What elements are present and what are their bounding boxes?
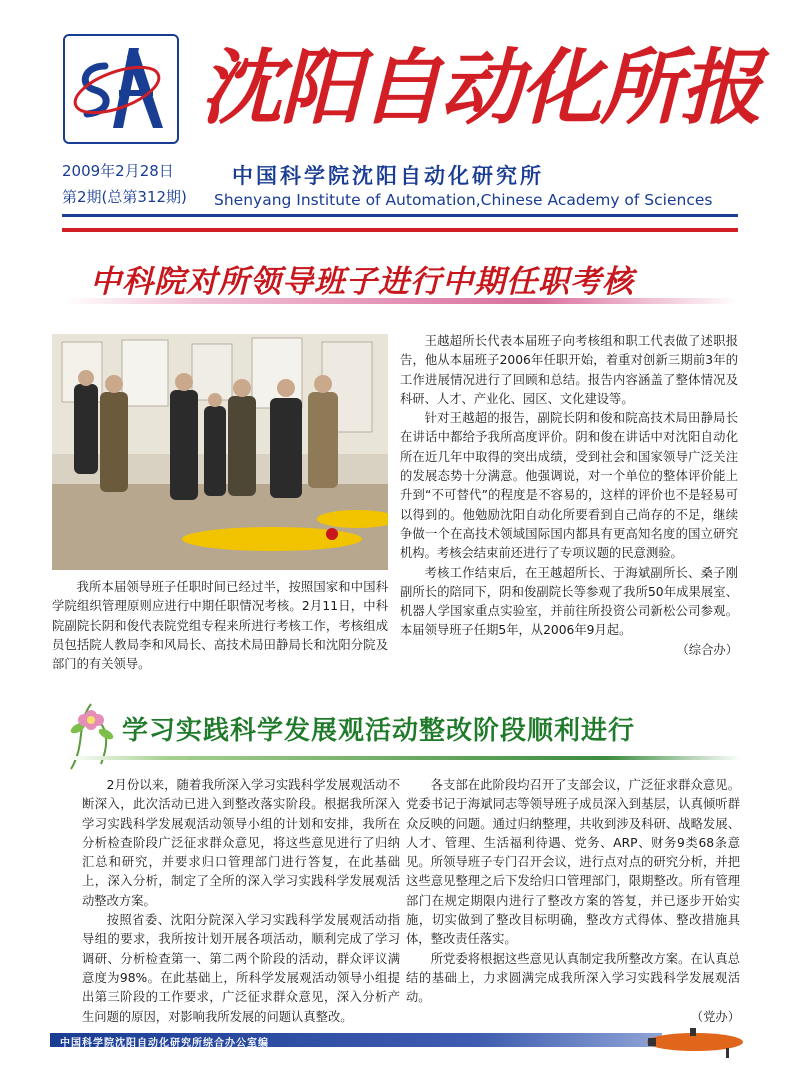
masthead-title: 沈阳自动化所报 (200, 40, 760, 136)
org-name-english: Shenyang Institute of Automation,Chinese Academy of Sciences (214, 191, 713, 209)
header-divider-blue (62, 214, 738, 217)
paragraph: 王越超所长代表本届班子向考核组和职工代表做了述职报告，他从本届班子2006年任职开始，着重对创新三期前3年的工作进展情况进行了回顾和总结。报告内容涵盖了整体情况及科研、人才、产业化、园区、文化建设等。 (400, 334, 738, 406)
article1-headline: 中科院对所领导班子进行中期任职考核 (90, 264, 634, 300)
headline-underline (66, 756, 742, 760)
org-name-chinese: 中国科学院沈阳自动化研究所 (232, 164, 544, 188)
footer-text: 中国科学院沈阳自动化研究所综合办公室编 (60, 1038, 269, 1049)
sia-logo-icon (63, 34, 179, 144)
issue-number: 第2期(总第312期) (62, 188, 187, 206)
paragraph: 考核工作结束后，在王越超所长、于海斌副所长、桑子刚副所长的陪同下，阴和俊副院长等参观了我所50年成果展室、机器人学国家重点实验室，并前往所投资公司新松公司参观。本届领导班子任期5年，从2006年9月起。 (400, 565, 738, 638)
article1-credit: （综合办） (676, 642, 738, 657)
flower-ornament-icon (56, 694, 126, 774)
paragraph: 2月份以来，随着我所深入学习实践科学发展观活动不断深入，此次活动已进入到整改落实阶段。根据我所深入学习实践科学发展观活动领导小组的计划和安排，我所在分析检查阶段广泛征求群众意见，将这些意见进行了归纳汇总和研究，并要求归口管理部门进行答复，在此基础上，深入分析，制定了全所的深入学习实践科学发展观活动整改方案。 (82, 778, 400, 908)
paragraph: 各支部在此阶段均召开了支部会议，广泛征求群众意见。党委书记于海斌同志等领导班子成员深入到基层，认真倾听群众反映的问题。通过归纳整理，共收到涉及科研、战略发展、人才、管理、生活福利待遇、党务、ARP、财务9类68条意见。所领导班子专门召开会议，进行点对点的研究分析，并把这些意见整理之后下发给归口管理部门，限期整改。所有管理部门在规定期限内进行了整改方案的答复，并已逐步开始实施，切实做到了整改目标明确，整改方式得体、整改措施具体，整改责任落实。 (406, 778, 740, 947)
article2-credit: （党办） (690, 1009, 740, 1024)
paragraph: 按照省委、沈阳分院深入学习实践科学发展观活动指导组的要求，我所按计划开展各项活动，顺利完成了学习调研、分析检查第一、第二两个阶段的活动，群众评议满意度为98%。在此基础上，所科学发展观活动领导小组提出第三阶段的工作要求，广泛征求群众意见，深入分析产生问题的原因，对影响我所发展的问题认真整改。 (82, 913, 400, 1024)
article1-left-column (52, 578, 388, 674)
paragraph: 我所本届领导班子任职时间已经过半，按照国家和中国科学院组织管理原则应进行中期任职情况考核。2月11日，中科院副院长阴和俊代表院党组专程来所进行考核工作，考核组成员包括院人教局李和风局长、高技术局田静局长和沈阳分院及部门的有关领导。 (52, 580, 388, 672)
article2-right-column (406, 776, 740, 1027)
paragraph: 针对王越超的报告，副院长阴和俊和院高技术局田静局长在讲话中都给予我所高度评价。阴和俊在讲话中对沈阳自动化所在近几年中取得的突出成绩，受到社会和国家领导广泛关注的发展态势十分满意。他强调说，对一个单位的整体评价能上升到“不可替代”的程度是不容易的，这样的评价也不是轻易可以得到的。他勉励沈阳自动化所要看到自己尚存的不足，继续争做一个在高技术领域国际国内都具有更高知名度的国立研究机构。考核会结束前还进行了专项议题的民意测验。 (400, 411, 738, 561)
header-divider-red (62, 228, 738, 232)
underwater-vehicle-icon (640, 1020, 750, 1060)
article1-photo (52, 334, 388, 570)
article2-left-column (82, 776, 400, 1027)
paragraph: 所党委将根据这些意见认真制定我所整改方案。在认真总结的基础上，力求圆满完成我所深入学习实践科学发展观活动。 (406, 951, 740, 1005)
article1-right-column (400, 332, 738, 660)
article2-headline: 学习实践科学发展观活动整改阶段顺利进行 (122, 716, 636, 746)
issue-date: 2009年2月28日 (62, 162, 174, 180)
